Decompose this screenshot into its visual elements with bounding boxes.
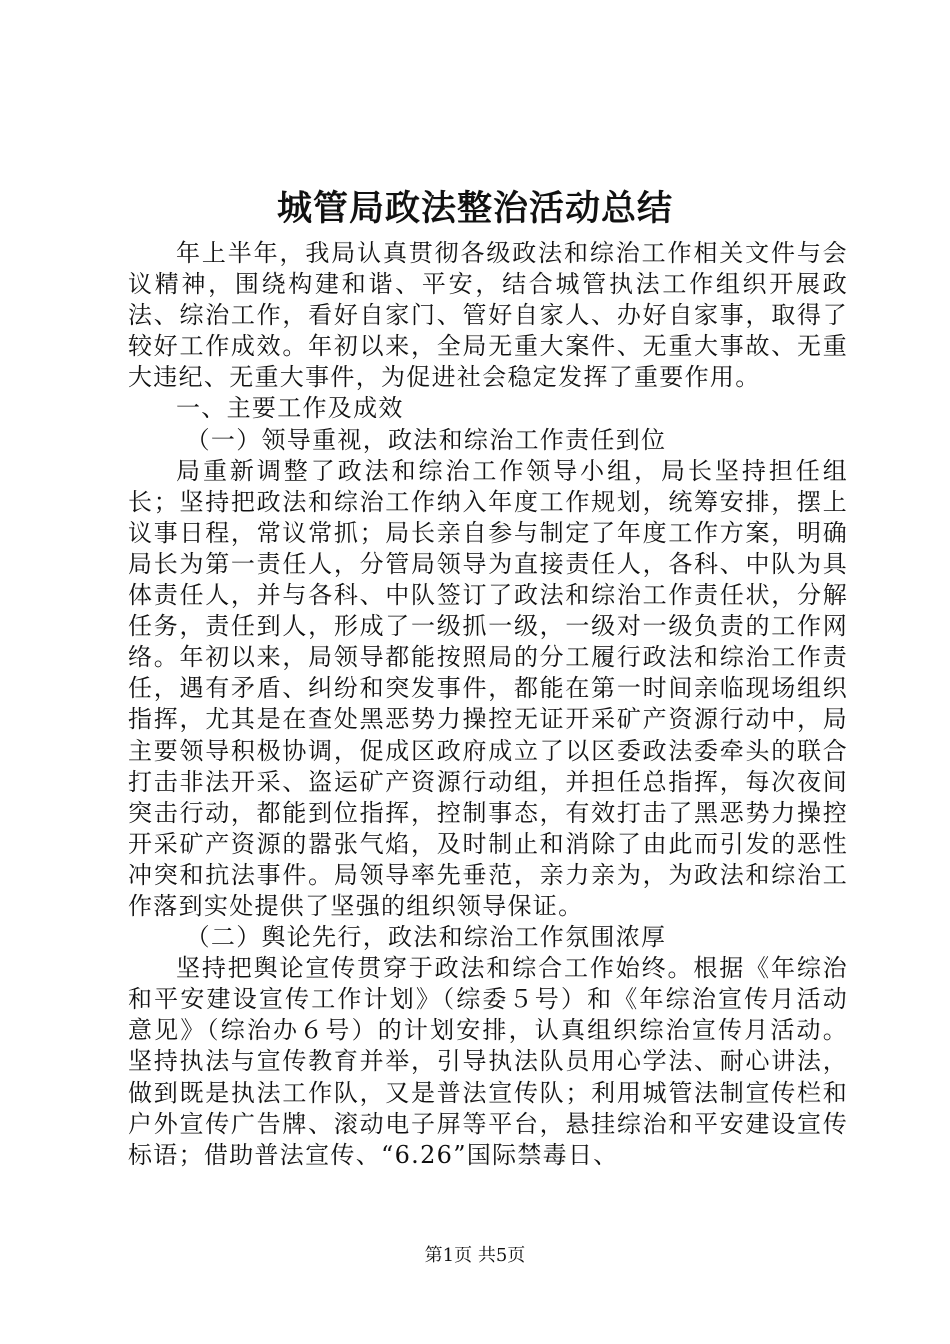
document-title: 城管局政法整治活动总结 <box>276 188 673 229</box>
document-body <box>128 238 848 1171</box>
subsection-heading-leadership: （一）领导重视，政法和综治工作责任到位 <box>185 425 667 454</box>
paragraph-leadership: 局重新调整了政法和综治工作领导小组，局长坚持担任组长；坚持把政法和综治工作纳入年度工作规划，统筹安排，摆上议事日程，常议常抓；局长亲自参与制定了年度工作方案，明确局长为第一责任人，分管局领导为直接责任人，各科、中队为具体责任人，并与各科、中队签订了政法和综治工作责任状，分解任务，责任到人，形成了一级抓一级，一级对一级负责的工作网络。年初以来，局领导都能按照局的分工履行政法和综治工作责任，遇有矛盾、纠纷和突发事件，都能在第一时间亲临现场组织指挥，尤其是在查处黑恶势力操控无证开采矿产资源行动中，局主要领导积极协调，促成区政府成立了以区委政法委牵头的联合打击非法开采、盗运矿产资源行动组，并担任总指挥，每次夜间突击行动，都能到位指挥，控制事态，有效打击了黑恶势力操控开采矿产资源的嚣张气焰，及时制止和消除了由此而引发的恶性冲突和抗法事件。局领导率先垂范，亲力亲为，为政法和综治工作落到实处提供了坚强的组织领导保证。 <box>128 456 848 920</box>
subsection-heading-publicity: （二）舆论先行，政法和综治工作氛围浓厚 <box>185 923 667 952</box>
section-heading-main-work: 一、主要工作及成效 <box>176 394 404 423</box>
page-footer: 第1页 共5页 <box>424 1245 526 1266</box>
paragraph-intro: 年上半年，我局认真贯彻各级政法和综治工作相关文件与会议精神，围绕构建和谐、平安，结合城管执法工作组织开展政法、综治工作，看好自家门、管好自家人、办好自家事，取得了较好工作成效。年初以来，全局无重大案件、无重大事故、无重大违纪、无重大事件，为促进社会稳定发挥了重要作用。 <box>128 239 848 392</box>
paragraph-publicity: 坚持把舆论宣传贯穿于政法和综合工作始终。根据《年综治和平安建设宣传工作计划》（综委５号）和《年综治宣传月活动意见》（综治办６号）的计划安排，认真组织综治宣传月活动。坚持执法与宣传教育并举，引导执法队员用心学法、耐心讲法，做到既是执法工作队，又是普法宣传队；利用城管法制宣传栏和户外宣传广告牌、滚动电子屏等平台，悬挂综治和平安建设宣传标语；借助普法宣传、“6.26”国际禁毒日、 <box>128 954 848 1169</box>
